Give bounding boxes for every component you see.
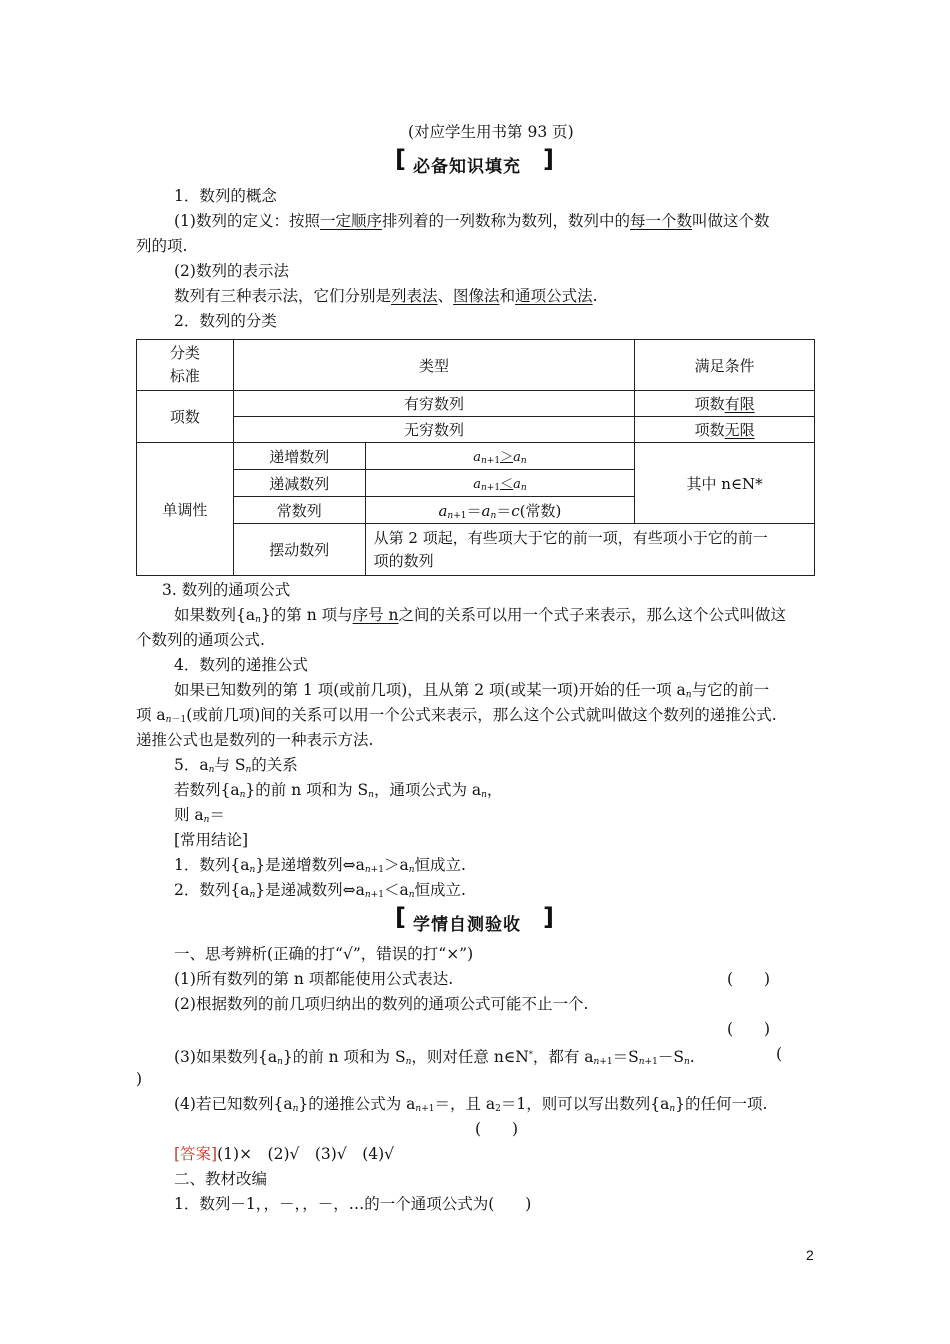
text: ＝S (612, 1048, 639, 1066)
cell-constant: 常数列 (233, 497, 365, 524)
text: . (592, 287, 598, 305)
text: 与它的前一 (691, 681, 770, 699)
representation-line (174, 284, 598, 309)
recurrence-line-1: 如果已知数列的第 1 项(或前几项)，且从第 2 项(或某一项)开始的任一项 $a_n$与它的前一 (174, 681, 770, 700)
table-row (137, 417, 815, 443)
text: 和 (499, 287, 516, 305)
blank-answer: 每一个数 (630, 212, 693, 230)
heading-representation: (2)数列的表示法 (174, 262, 289, 280)
blank-answer: 无限 (724, 421, 755, 439)
general-term-line-1: 如果数列$\{a_n\}$的第 n 项与序号 n之间的关系可以用一个式子来表示，那么这个公式叫做这 (174, 606, 787, 625)
table-row (137, 443, 815, 470)
heading-true-false: 一、思考辨析(正确的打“√”，错误的打“×”) (174, 945, 474, 963)
text: 从第 2 项起，有些项大于它的前一项，有些项小于它的前一 (373, 528, 768, 547)
common-conclusions-heading: [常用结论] (174, 831, 249, 849)
text: 、 (437, 287, 454, 305)
text: }的递推公式为 a (298, 1095, 416, 1113)
text: }的前 n 项和为 S (282, 1048, 406, 1066)
section-header-selftest (395, 903, 557, 936)
left-bracket-icon: [ (395, 145, 406, 173)
text: 之间的关系可以用一个式子来表示，那么这个公式叫做这 (398, 606, 787, 624)
question-2: (2)根据数列的前几项归纳出的数列的通项公式可能不止一个. (174, 995, 589, 1013)
text: (常数) (519, 501, 562, 520)
text: ， (486, 781, 503, 799)
text: 的关系 (251, 756, 298, 774)
blank-answer: 一定顺序 (319, 212, 382, 230)
text: 如果已知数列的第 1 项(或前几项)，且从第 2 项(或某一项)开始的任一项 a (174, 681, 686, 699)
section-title: 学情自测验收 (413, 915, 521, 935)
text: 1．数列{a (174, 856, 250, 874)
answer-blank-4[interactable]: ( ) (475, 1120, 519, 1138)
cell-finite-cond (635, 391, 815, 417)
classification-table (136, 339, 815, 576)
page-number: 2 (806, 1247, 814, 1263)
cell-constant-formula: $a_{n+1}=a_n=c$(常数) (365, 497, 635, 524)
definition-line-1 (174, 209, 770, 234)
text: 2．数列{a (174, 881, 250, 899)
cell-term-count: 项数 (137, 391, 234, 443)
text: 项 a (136, 706, 166, 724)
text: 恒成立. (414, 881, 466, 899)
cell-increasing: 递增数列 (233, 443, 365, 470)
answer-tag: [答案] (174, 1145, 218, 1163)
blank-answer: 列表法 (391, 287, 438, 305)
text: 则 a (174, 806, 204, 824)
text: 标准 (169, 367, 200, 385)
answer-blank-2[interactable]: ( ) (727, 1020, 771, 1038)
text: 项的数列 (373, 551, 434, 570)
exercise-1: 1．数列－1，，－，，－，…的一个通项公式为( ) (174, 1195, 532, 1213)
text: (4)若已知数列{a (174, 1095, 293, 1113)
text: . (689, 1048, 695, 1066)
text: (1)数列的定义：按照 (174, 212, 320, 230)
blank-answer: 通项公式法 (515, 287, 593, 305)
cell-finite: 有穷数列 (233, 391, 634, 417)
heading-classification: 2．数列的分类 (174, 312, 277, 330)
question-4: (4)若已知数列$\{a_n\}$的递推公式为 $a_{n+1}=$，且 $a_2=1$，则可以写出数列$\{a_n\}$的任何一项. (174, 1095, 768, 1114)
section-header-knowledge (395, 145, 557, 178)
answers: (1)× (2)√ (3)√ (4)√ (217, 1145, 395, 1163)
text: ，通项公式为 a (373, 781, 482, 799)
cell-decreasing-formula: $a_{n+1}<a_n$ (365, 470, 635, 497)
question-3: (3)如果数列$\{a_n\}$的前 n 项和为 $S_n$，则对任意 n∈N*，都有 $a_{n+1}=S_{n+1}-S_n$. (174, 1048, 695, 1067)
cell-decreasing: 递减数列 (233, 470, 365, 497)
recurrence-line-2: 项 $a_{n-1}$(或前几项)间的关系可以用一个公式来表示，那么这个公式就叫做这个数列的递推公式. (136, 706, 777, 725)
text: 叫做这个数 (692, 212, 770, 230)
text: }的第 n 项与 (260, 606, 353, 624)
header-category (137, 340, 234, 391)
header-condition: 满足条件 (635, 340, 815, 391)
heading-concept: 1．数列的概念 (174, 187, 277, 205)
blank-answer: 有限 (724, 395, 755, 413)
table-row (137, 340, 815, 391)
right-bracket-icon: ] (543, 145, 554, 173)
definition-line-2: 列的项. (136, 237, 188, 255)
text: (或前几项)间的关系可以用一个公式来表示，那么这个公式就叫做这个数列的递推公式. (186, 706, 777, 724)
text: ，都有 a (532, 1048, 594, 1066)
text: 恒成立. (414, 856, 466, 874)
text: ，则对任意 n∈N (411, 1048, 529, 1066)
text: 排列着的一列数称为数列，数列中的 (381, 212, 630, 230)
text: ＞a (383, 856, 409, 874)
text: ＝1，则可以写出数列{a (500, 1095, 670, 1113)
cell-mono-condition: 其中 n∈N* (635, 443, 815, 524)
cell-infinite-cond (635, 417, 815, 443)
text: 数列有三种表示法，它们分别是 (174, 287, 392, 305)
text: }的任何一项. (675, 1095, 768, 1113)
recurrence-line-3: 递推公式也是数列的一种表示方法. (136, 731, 374, 749)
an-sn-line-1: 若数列$\{a_n\}$的前 n 项和为 $S_n$，通项公式为 $a_n$， (174, 781, 503, 800)
right-bracket-icon: ] (543, 903, 554, 931)
text: 分类 (169, 344, 200, 362)
text: (3)如果数列{a (174, 1048, 278, 1066)
page-reference: (对应学生用书第 93 页) (408, 123, 574, 141)
cell-increasing-formula: $a_{n+1}>a_n$ (365, 443, 635, 470)
question-1: (1)所有数列的第 n 项都能使用公式表达. (174, 970, 454, 988)
answer-line (174, 1142, 394, 1167)
heading-textbook-adapted: 二、教材改编 (174, 1170, 268, 1188)
text: ＜a (383, 881, 409, 899)
answer-blank-3-close: ) (136, 1070, 143, 1088)
cell-oscillating: 摆动数列 (233, 524, 365, 576)
conclusion-2: 2．数列$\{a_n\}$是递减数列$\Leftrightarrow a_{n+1}<a_n$恒成立. (174, 881, 466, 900)
text: }的前 n 项和为 S (245, 781, 369, 799)
text: 项数 (694, 395, 725, 413)
text: ＝ (209, 806, 225, 824)
table-row (137, 524, 815, 576)
left-bracket-icon: [ (395, 903, 406, 931)
cell-oscillating-desc (365, 524, 814, 576)
text: 若数列{a (174, 781, 240, 799)
answer-blank-3-open[interactable]: ( (776, 1045, 783, 1063)
text: }是递增数列⇔a (255, 856, 365, 874)
heading-an-sn: 5．$a_n$与 $S_n$的关系 (174, 756, 298, 775)
text: ＝，且 a (434, 1095, 496, 1113)
cell-monotonicity: 单调性 (137, 443, 234, 576)
text: 项数 (694, 421, 725, 439)
cell-infinite: 无穷数列 (233, 417, 634, 443)
text: 如果数列{a (174, 606, 256, 624)
section-title: 必备知识填充 (413, 157, 521, 177)
heading-general-term: 3. 数列的通项公式 (162, 581, 291, 599)
general-term-line-2: 个数列的通项公式. (136, 631, 265, 649)
heading-recurrence: 4．数列的递推公式 (174, 656, 308, 674)
header-type: 类型 (233, 340, 634, 391)
table-row (137, 391, 815, 417)
answer-blank-1[interactable]: ( ) (727, 970, 771, 988)
blank-answer: 图像法 (453, 287, 500, 305)
text: }是递减数列⇔a (255, 881, 365, 899)
an-sn-line-2: 则 $a_n=$ (174, 806, 225, 825)
conclusion-1: 1．数列$\{a_n\}$是递增数列$\Leftrightarrow a_{n+1}>a_n$恒成立. (174, 856, 466, 875)
text: 5．a (174, 756, 209, 774)
blank-answer: 序号 n (352, 606, 399, 624)
text: 与 S (214, 756, 246, 774)
text: －S (657, 1048, 684, 1066)
